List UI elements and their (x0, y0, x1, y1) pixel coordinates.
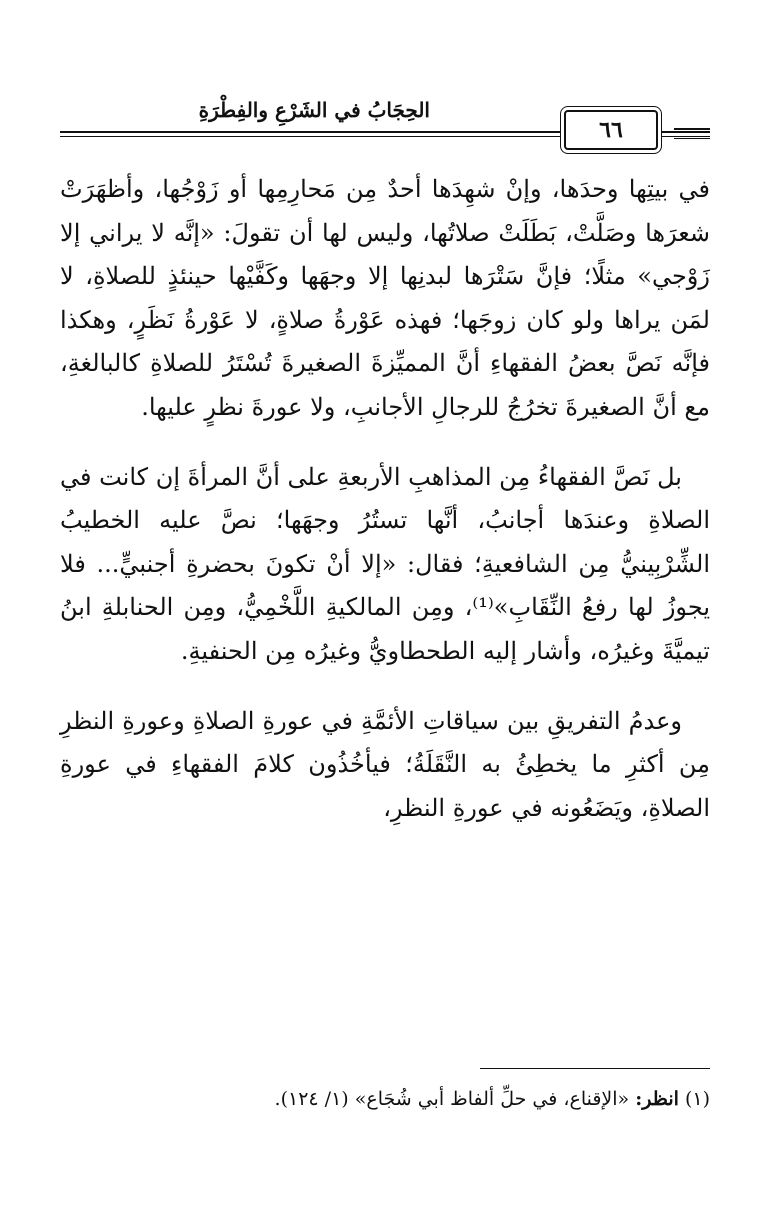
paragraph-3: وعدمُ التفريقِ بين سياقاتِ الأئمَّةِ في عورةِ الصلاةِ وعورةِ النظرِ مِن أكثرِ ما يخطِئُ به النَّقَلَةُ؛ فيأخُذُون كلامَ الفقهاءِ في عورةِ الصلاةِ، ويَضَعُونه في عورةِ النظرِ، (60, 706, 710, 822)
footnote (60, 1088, 710, 1110)
paragraph-1: في بيتِها وحدَها، وإنْ شهِدَها أحدٌ مِن مَحارِمِها أو زَوْجُها، وأظهَرَتْ شعرَها وصَلَّتْ، بَطَلَتْ صلاتُها، وليس لها أن تقولَ: «إنَّه لا يراني إلا زَوْجي» مثلًا؛ فإنَّ سَتْرَها لبدنِها إلا وجهَها وكَفَّيْها حينئذٍ للصلاةِ، لا لمَن يراها ولو كان زوجَها؛ فهذه عَوْرةُ صلاةٍ، لا عَوْرةُ نَظَرٍ، وهكذا فإنَّه نَصَّ بعضُ الفقهاءِ أنَّ المميِّزةَ الصغيرةَ تُسْتَرُ للصلاةِ كالبالغةِ، مع أنَّ الصغيرةَ تخرُجُ للرجالِ الأجانبِ، ولا عورةَ نظرٍ عليها. (60, 175, 710, 421)
footnote-marker: (١) (684, 1088, 710, 1110)
page-header (60, 92, 710, 152)
footnote-label: انظر: (635, 1088, 679, 1110)
header-rule-right (674, 128, 710, 139)
body-text (60, 168, 710, 830)
page-number: ٦٦ (564, 110, 658, 150)
footnote-text: «الإقناع، في حلِّ ألفاظ أبي شُجَاع» (١/ ١٢٤). (274, 1088, 630, 1110)
footnote-separator (480, 1068, 710, 1069)
running-title: الحِجَابُ في الشَرْعِ والفِطْرَةِ (198, 98, 430, 122)
paragraph-2: بل نَصَّ الفقهاءُ مِن المذاهبِ الأربعةِ على أنَّ المرأةَ إن كانت في الصلاةِ وعندَها أجانبُ، أنَّها تستُرُ وجهَها؛ نصَّ عليه الخطيبُ الشِّرْبِينيُّ مِن الشافعيةِ؛ فقال: «إلا أنْ تكونَ بحضرةِ أجنبيٍّ... فلا يجوزُ لها رفعُ النِّقَابِ»⁽¹⁾، ومِن المالكيةِ اللَّخْمِيُّ، ومِن الحنابلةِ ابنُ تيميَّةَ وغيرُه، وأشار إليه الطحطاويُّ وغيرُه مِن الحنفيةِ. (60, 462, 711, 665)
